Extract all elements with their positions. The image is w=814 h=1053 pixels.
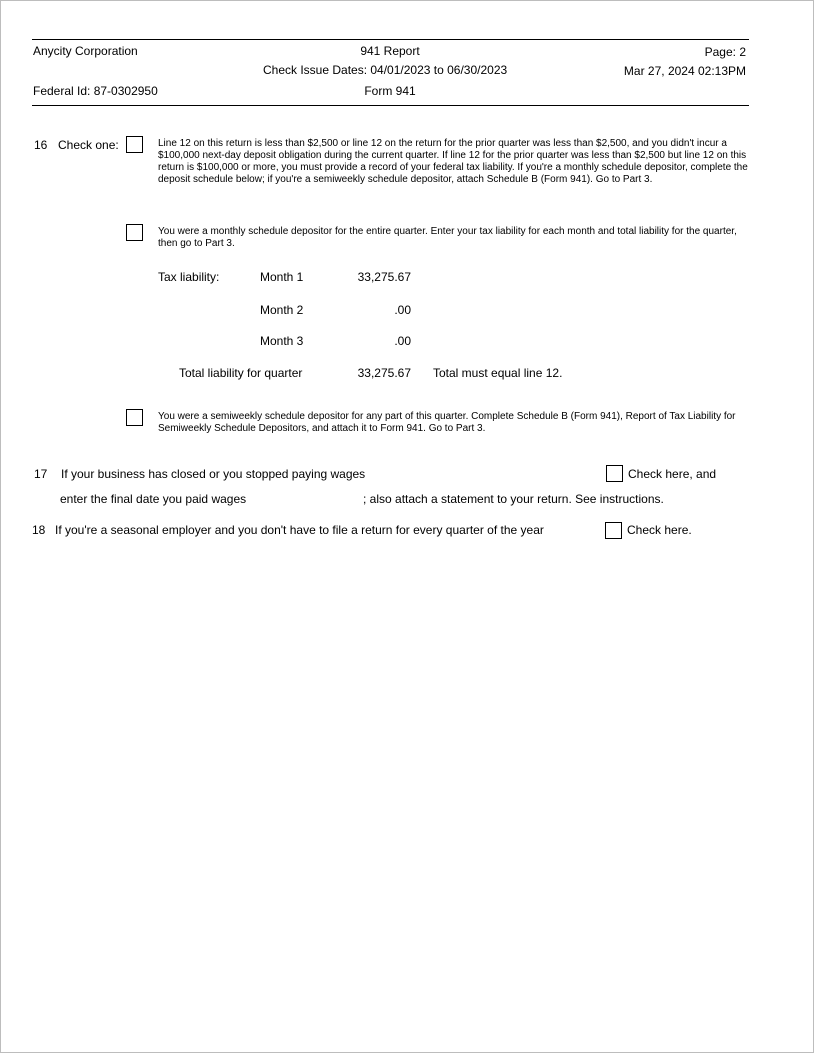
- header-bottom-rule: [32, 105, 749, 106]
- month3-label: Month 3: [260, 334, 304, 348]
- line18-check-label: Check here.: [627, 523, 692, 537]
- company-name: Anycity Corporation: [33, 44, 138, 58]
- line16-option2-text: You were a monthly schedule depositor for the entire quarter. Enter your tax liability for each month and total liability for the quarter, then go to Part 3.: [158, 226, 737, 249]
- page-number: Page: 2: [704, 45, 746, 59]
- line18-text: If you're a seasonal employer and you don't have to file a return for every quarter of the year: [55, 523, 544, 537]
- line16-option3-checkbox[interactable]: [126, 409, 143, 426]
- line16-number: 16: [34, 138, 48, 152]
- run-datetime: Mar 27, 2024 02:13PM: [623, 64, 746, 78]
- total-liability-note: Total must equal line 12.: [433, 366, 563, 380]
- total-liability-amount: 33,275.67: [357, 366, 411, 380]
- tax-liability-label: Tax liability:: [158, 270, 220, 284]
- line17-text: If your business has closed or you stopped paying wages: [61, 467, 366, 481]
- header-top-rule: [32, 39, 749, 40]
- line16-option1-text: Line 12 on this return is less than $2,500 or line 12 on the return for the prior quarter was less than $2,500, and you didn't incur a $100,000 next-day deposit obligation during the current quarter. If line 12 for the prior quarter was less than $2,500 but line 12 on this return is $100,000 or more, you must provide a record of your federal tax liability. If you're a monthly schedule depositor, complete the deposit schedule below; if you're a semiweekly schedule depositor, attach Schedule B (Form 941). Go to Part 3.: [158, 138, 748, 185]
- federal-id: Federal Id: 87-0302950: [33, 84, 158, 98]
- month1-amount: 33,275.67: [357, 270, 411, 284]
- check-issue-dates: Check Issue Dates: 04/01/2023 to 06/30/2023: [263, 63, 508, 77]
- line17-checkbox[interactable]: [606, 465, 623, 482]
- line17-attach-text: ; also attach a statement to your return. See instructions.: [363, 492, 664, 506]
- line16-label: Check one:: [58, 138, 119, 152]
- report-title: 941 Report: [360, 44, 420, 58]
- line16-option2-checkbox[interactable]: [126, 224, 143, 241]
- month1-label: Month 1: [260, 270, 304, 284]
- month2-amount: .00: [394, 303, 411, 317]
- month3-amount: .00: [394, 334, 411, 348]
- line17-number: 17: [34, 467, 48, 481]
- line17-final-date-label: enter the final date you paid wages: [60, 492, 247, 506]
- month2-label: Month 2: [260, 303, 304, 317]
- form-name: Form 941: [364, 84, 416, 98]
- total-liability-label: Total liability for quarter: [179, 366, 303, 380]
- line17-check-label: Check here, and: [628, 467, 717, 481]
- line18-number: 18: [32, 523, 46, 537]
- line18-checkbox[interactable]: [605, 522, 622, 539]
- line16-option1-checkbox[interactable]: [126, 136, 143, 153]
- line16-option3-text: You were a semiweekly schedule depositor for any part of this quarter. Complete Schedule B (Form 941), Report of Tax Liability for Semiweekly Schedule Depositors, and attach it to Form 941. Go to Part 3.: [158, 411, 736, 434]
